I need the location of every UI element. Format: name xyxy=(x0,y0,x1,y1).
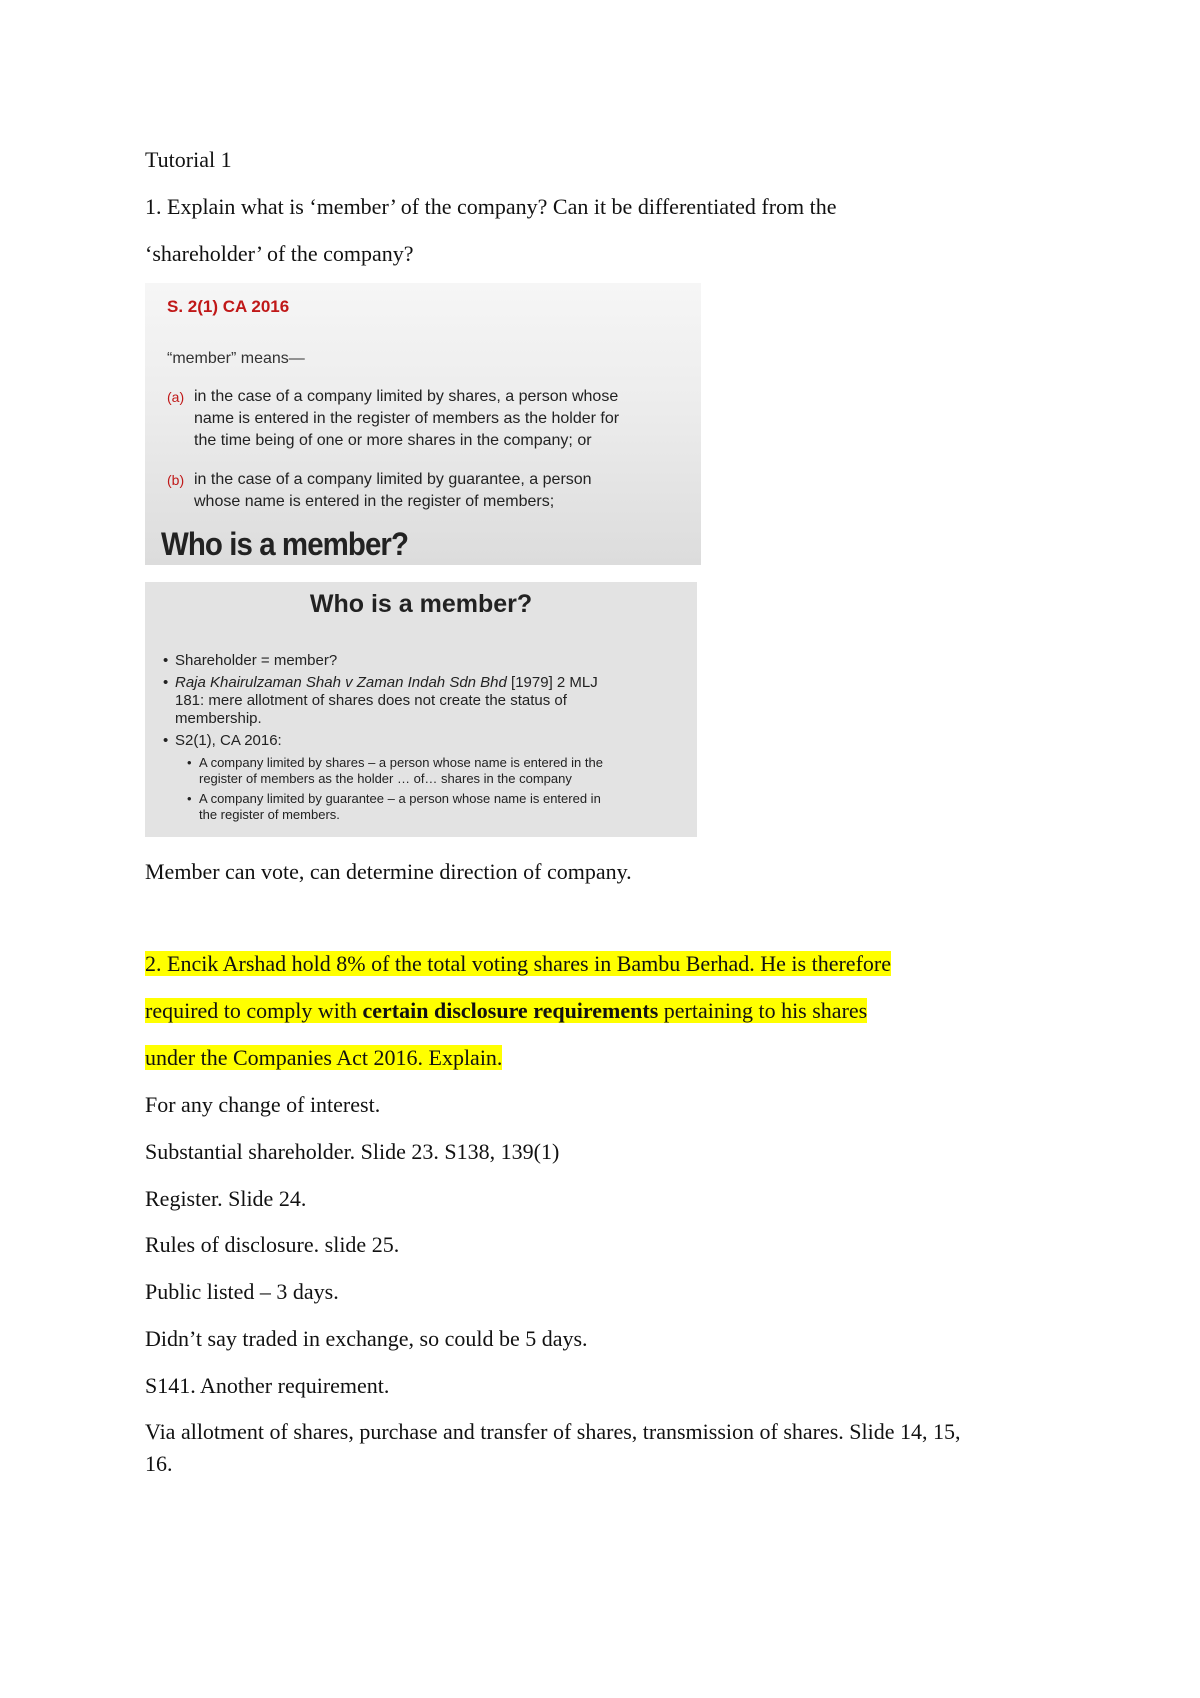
bullet-icon: • xyxy=(187,755,192,770)
item-line: whose name is entered in the register of members; xyxy=(194,493,555,510)
answer-line: 16. xyxy=(145,1451,173,1476)
bullet-line: 181: mere allotment of shares does not create the status of xyxy=(175,692,567,709)
bullet-item xyxy=(163,674,598,728)
question-1-line-2: ‘shareholder’ of the company? xyxy=(145,241,414,266)
answer-line: S141. Another requirement. xyxy=(145,1373,390,1398)
sub-bullet-line: A company limited by guarantee – a person whose name is entered in xyxy=(199,791,601,806)
sub-bullet-item xyxy=(187,755,603,787)
item-line: name is entered in the register of members as the holder for xyxy=(194,410,620,427)
slide-title: Who is a member? xyxy=(309,590,533,618)
item-line: the time being of one or more shares in the company; or xyxy=(194,432,592,449)
answer-line: Register. Slide 24. xyxy=(145,1186,307,1211)
answer-line: Public listed – 3 days. xyxy=(145,1279,339,1304)
bullet-icon: • xyxy=(163,732,169,749)
slide-image-who-is-member xyxy=(145,582,697,837)
emphasis-text: certain disclosure requirements xyxy=(362,998,659,1023)
definition-item-b xyxy=(167,469,592,513)
item-line: in the case of a company limited by guarantee, a person xyxy=(194,471,592,488)
sub-bullet-item xyxy=(187,791,601,823)
answer-line: Substantial shareholder. Slide 23. S138, 139(1) xyxy=(145,1139,560,1164)
bullet-line: membership. xyxy=(175,710,262,727)
case-name: Raja Khairulzaman Shah v Zaman Indah Sdn Bhd xyxy=(175,674,507,691)
sub-bullet-line: A company limited by shares – a person whose name is entered in the xyxy=(199,755,603,770)
question-2-line-3: under the Companies Act 2016. Explain. xyxy=(145,1045,503,1070)
case-citation: [1979] 2 MLJ xyxy=(506,674,598,691)
bullet-item: • S2(1), CA 2016: xyxy=(163,732,282,749)
sub-bullet-line: the register of members. xyxy=(199,807,340,822)
slide-title: S. 2(1) CA 2016 xyxy=(167,297,290,316)
answer-line: For any change of interest. xyxy=(145,1092,381,1117)
bullet-item: • Shareholder = member? xyxy=(163,652,338,669)
item-marker: (a) xyxy=(167,389,185,405)
slide-image-definition xyxy=(145,283,701,565)
definition-item-a xyxy=(167,386,619,452)
answer-line: Rules of disclosure. slide 25. xyxy=(145,1232,400,1257)
sub-bullet-line: register of members as the holder … of… shares in the company xyxy=(199,771,572,786)
bullet-icon: • xyxy=(187,791,192,806)
question-2-line-1: 2. Encik Arshad hold 8% of the total voting shares in Bambu Berhad. He is therefore xyxy=(145,951,891,976)
question-1-line-1: 1. Explain what is ‘member’ of the company? Can it be differentiated from the xyxy=(145,194,837,219)
bullet-icon: • xyxy=(163,674,169,691)
heading: Tutorial 1 xyxy=(145,147,232,172)
item-marker: (b) xyxy=(167,472,185,488)
item-line: in the case of a company limited by shares, a person whose xyxy=(194,388,619,405)
bullet-icon: • xyxy=(163,652,169,669)
answer-1: Member can vote, can determine direction of company. xyxy=(145,859,632,884)
definition-lead: “member” means— xyxy=(167,350,305,367)
slide-big-title: Who is a member? xyxy=(161,526,409,562)
question-2-line-2: required to comply with certain disclosure requirements pertaining to his shares xyxy=(145,998,868,1023)
answer-line: Didn’t say traded in exchange, so could be 5 days. xyxy=(145,1326,588,1351)
answer-line: Via allotment of shares, purchase and transfer of shares, transmission of shares. Slide 14, 15, xyxy=(145,1419,961,1444)
